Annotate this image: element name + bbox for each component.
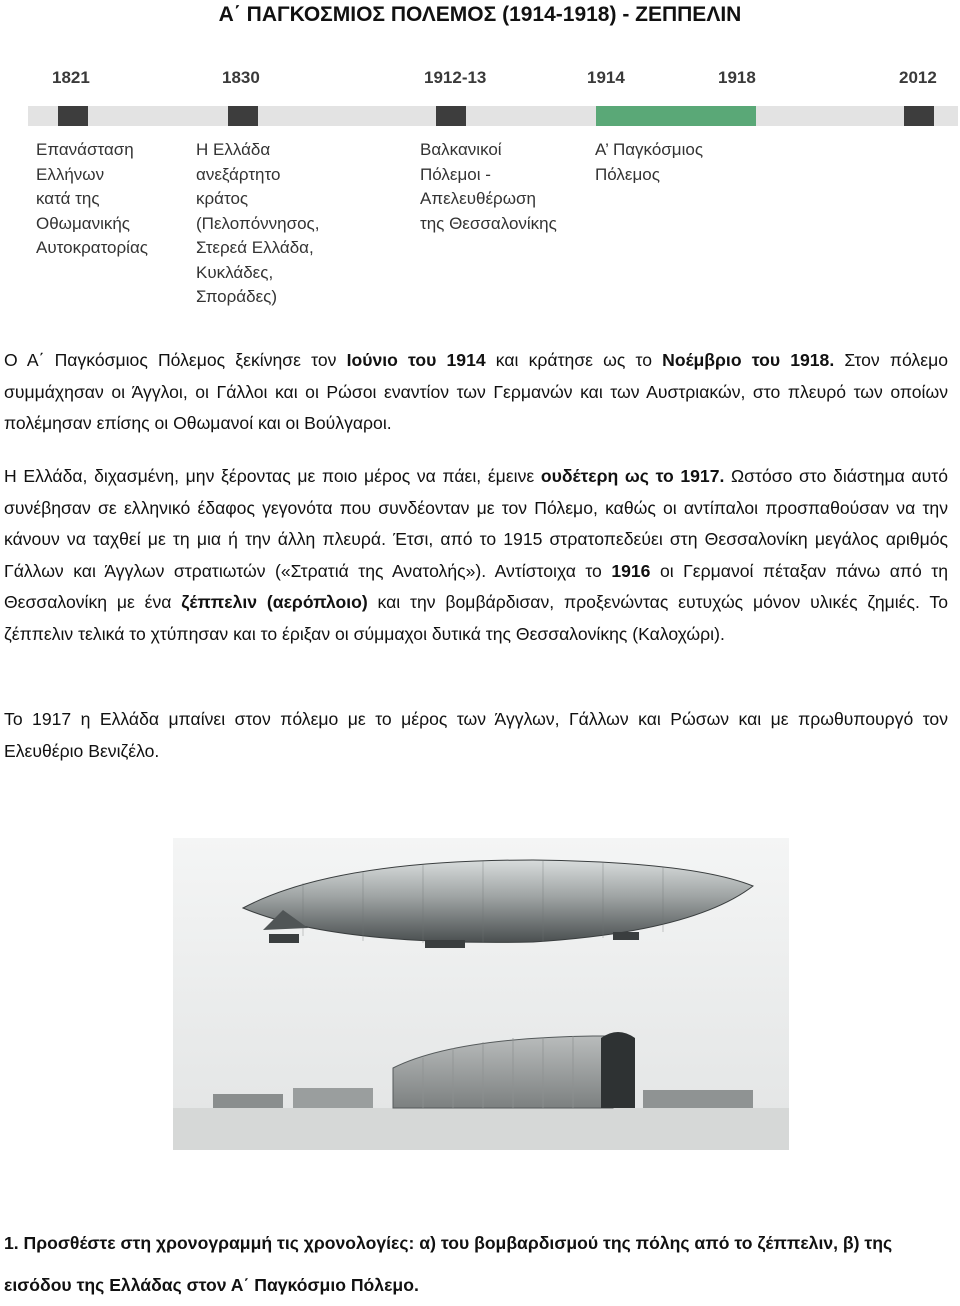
- timeline-year: 1821: [52, 68, 90, 87]
- bold-text: ουδέτερη ως το 1917.: [540, 466, 725, 486]
- bold-text: Νοέμβριο του 1918.: [662, 350, 835, 370]
- zeppelin-photo: [173, 838, 789, 1150]
- timeline-event: Α’ Παγκόσμιος Πόλεμος: [595, 140, 704, 184]
- timeline-event: Επανάσταση Ελλήνων κατά της Οθωμανικής Αυτοκρατορίας: [36, 140, 148, 257]
- text-run: και κράτησε ως το: [485, 350, 663, 370]
- timeline-event: Η Ελλάδα ανεξάρτητο κράτος (Πελοπόννησος, Στερεά Ελλάδα, Κυκλάδες, Σποράδες): [196, 140, 320, 306]
- bold-text: 1916: [611, 560, 651, 581]
- paragraph-3: Το 1917 η Ελλάδα μπαίνει στον πόλεμο με το μέρος των Άγγλων, Γάλλων και Ρώσων και με πρωθυπουργό τον Ελευθέριο Βενιζέλο.: [4, 709, 948, 761]
- text-run: Η Ελλάδα, διχασμένη, μην ξέροντας με ποιο μέρος να πάει, έμεινε: [4, 466, 541, 486]
- timeline-ww1-span: [596, 106, 756, 126]
- page-title: Α΄ ΠΑΓΚΟΣΜΙΟΣ ΠΟΛΕΜΟΣ (1914-1918) - ΖΕΠΠΕΛΙΝ: [218, 3, 742, 26]
- timeline: [28, 68, 958, 308]
- paragraph-1: [4, 345, 948, 440]
- text-run: Στον πόλεμο συμμάχησαν οι Άγγλοι, οι Γάλλοι και οι Ρώσοι εναντίον των Γερμανών και των Αυστριακών, στο πλευρό των οποίων πολέμησαν επίσης οι Οθωμανοί και οι Βούλγαροι.: [4, 350, 948, 433]
- text-run: Ο Α΄ Παγκόσμιος Πόλεμος ξεκίνησε τον: [4, 350, 347, 370]
- timeline-year: 1830: [222, 68, 260, 87]
- paragraph-2: [4, 461, 948, 650]
- timeline-marker: [58, 106, 88, 126]
- timeline-year: 2012: [899, 68, 937, 87]
- timeline-bar: [28, 106, 958, 126]
- timeline-years: [28, 68, 958, 92]
- timeline-event: Βαλκανικοί Πόλεμοι - Απελευθέρωση της Θεσσαλονίκης: [420, 140, 557, 233]
- timeline-marker: [904, 106, 934, 126]
- text-run: Ωστόσο στο διάστημα αυτό συνέβησαν σε ελληνικό έδαφος γεγονότα που συνδέονταν με τον Πόλεμο, καθώς οι αντίπαλοι προσπαθούσαν να την κάνουν να ταχθεί με τη μια ή την άλλη πλευρά. Έτσι, από το 1915 στρατοπεδεύει στη Θεσσαλονίκη μεγάλος αριθμός Γάλλων και Άγγλων στρατιωτών («Στρατιά της Ανατολής»). Αντίστοιχα το: [4, 466, 948, 581]
- bold-text: Ιούνιο του 1914: [346, 350, 486, 370]
- timeline-marker: [228, 106, 258, 126]
- timeline-year: 1914: [587, 68, 625, 87]
- bold-text: ζέππελιν (αερόπλοιο): [181, 592, 368, 612]
- text-run: οι Γερμανοί πέταξαν πάνω από τη Θεσσαλονίκη με ένα: [4, 560, 949, 612]
- exercise-question: 1. Προσθέστε στη χρονογραμμή τις χρονολογίες: α) του βομβαρδισμού της πόλης από το ζέππελιν, β) της εισόδου της Ελλάδας στον Α΄ Παγκόσμιο Πόλεμο.: [4, 1233, 893, 1295]
- timeline-year: 1918: [718, 68, 756, 87]
- timeline-marker: [436, 106, 466, 126]
- text-run: και την βομβάρδισαν, προξενώντας ευτυχώς μόνον υλικές ζημιές. Το ζέππελιν τελικά το χτύπησαν και το έριξαν οι σύμμαχοι δυτικά της Θεσσαλονίκης (Καλοχώρι).: [4, 592, 948, 644]
- timeline-year: 1912-13: [424, 68, 487, 87]
- zeppelin-photo-graphic: [173, 838, 789, 1150]
